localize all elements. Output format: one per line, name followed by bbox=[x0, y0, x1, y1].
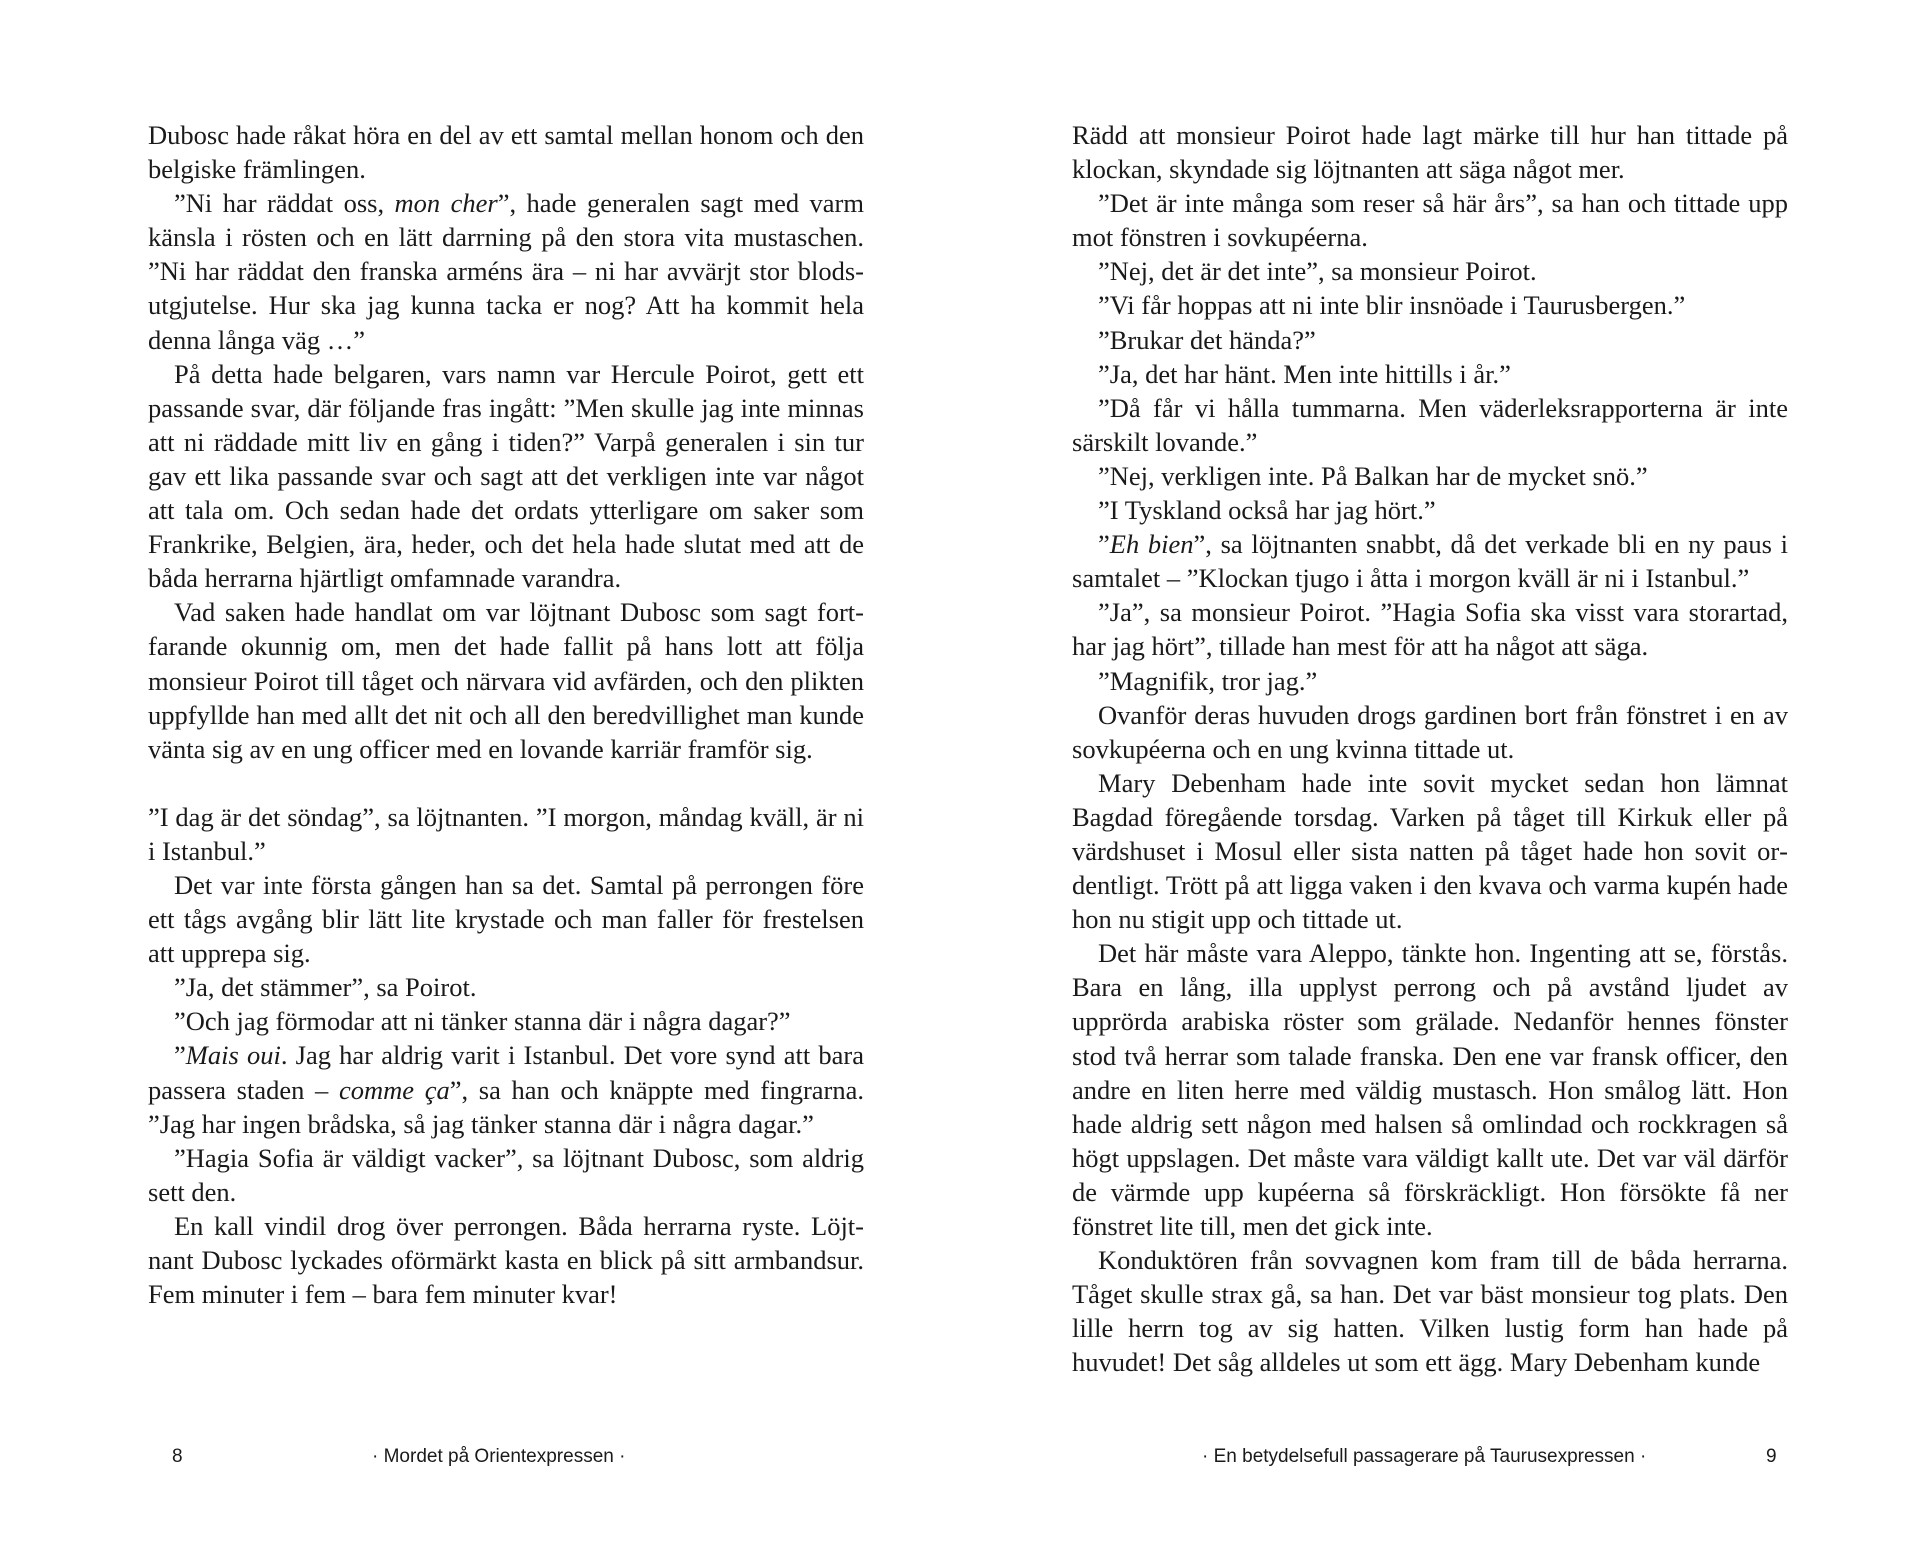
paragraph bbox=[1072, 936, 1788, 1243]
text-run: ”, hade generalen sagt med varm känsla i rösten och en lätt darrning på den stora vita mustaschen. ”Ni har räddat den franska arméns ära – ni har avvärjt stor blodsutgjutelse. Hur ska jag kunna tacka er nog? Att ha kommit hela denna långa väg …” bbox=[148, 188, 864, 355]
text-run: ”Nej, det är det inte”, sa monsieur Poirot. bbox=[1098, 256, 1537, 287]
paragraph bbox=[148, 1209, 864, 1311]
text-run: ”Vi får hoppas att ni inte blir insnöade i Taurusbergen.” bbox=[1098, 290, 1686, 321]
text-run: ”Då får vi hålla tummarna. Men väderleksrapporterna är inte särskilt lovande.” bbox=[1072, 392, 1788, 457]
paragraph bbox=[1072, 288, 1788, 322]
paragraph bbox=[1072, 254, 1788, 288]
text-run: Mary Debenham hade inte sovit mycket sedan hon lämnat Bagdad föregående torsdag. Varken på tåget till Kirkuk eller på värdshuset i Mosul eller sista natten på tåget hade hon sovit ordentligt. Trött på att ligga vaken i den kvava och varma kupén hade hon nu stigit upp och tittade ut. bbox=[1072, 767, 1788, 935]
paragraph bbox=[148, 800, 864, 868]
text-run: ”Ni har räddat oss, bbox=[174, 188, 395, 219]
text-run: ”Magnifik, tror jag.” bbox=[1098, 665, 1318, 696]
paragraph bbox=[148, 970, 864, 1004]
text-run: ”, sa löjtnanten snabbt, då det verkade bli en ny paus i samtalet – ”Klockan tjugo i åtta i morgon kväll är ni i Istanbul.” bbox=[1072, 529, 1788, 594]
paragraph bbox=[1072, 186, 1788, 254]
italic-run: Eh bien bbox=[1109, 529, 1194, 560]
italic-run: comme ça bbox=[338, 1074, 450, 1105]
paragraph bbox=[1072, 698, 1788, 766]
italic-run: mon cher bbox=[394, 188, 498, 219]
italic-run: Mais oui bbox=[185, 1040, 281, 1071]
paragraph bbox=[1072, 1243, 1788, 1379]
running-head-left: · Mordet på Orientexpressen · bbox=[372, 1446, 626, 1467]
paragraph bbox=[1072, 459, 1788, 493]
paragraph bbox=[1072, 357, 1788, 391]
text-run: Vad saken hade handlat om var löjtnant Dubosc som sagt fortfarande okunnig om, men det hade fallit på hans lott att följa monsieur Poirot till tåget och närvara vid avfärden, och den plikten uppfyllde han med allt det nit och all den beredvillighet man kunde vänta sig av en ung officer med en lovande karriär framför sig. bbox=[148, 597, 864, 764]
paragraph bbox=[1072, 595, 1788, 663]
running-head-right: · En betydelsefull passagerare på Taurusexpressen · bbox=[1202, 1446, 1647, 1467]
text-run: ”Hagia Sofia är väldigt vacker”, sa löjtnant Dubosc, som aldrig sett den. bbox=[148, 1142, 864, 1207]
paragraph bbox=[148, 1038, 864, 1140]
text-run: ”I Tyskland också har jag hört.” bbox=[1098, 495, 1436, 526]
text-run: ”Och jag förmodar att ni tänker stanna där i några dagar?” bbox=[174, 1006, 791, 1037]
paragraph bbox=[148, 186, 864, 356]
right-page-text bbox=[1072, 118, 1788, 1379]
paragraph bbox=[1072, 527, 1788, 595]
text-run: Ovanför deras huvuden drogs gardinen bort från fönstret i en av sovkupéerna och en ung kvinna tittade ut. bbox=[1072, 699, 1788, 764]
paragraph bbox=[148, 1004, 864, 1038]
page-number-right: 9 bbox=[1766, 1446, 1777, 1467]
text-run: Rädd att monsieur Poirot hade lagt märke till hur han tittade på klockan, skyndade sig löjtnanten att säga något mer. bbox=[1072, 120, 1788, 185]
text-run: Det var inte första gången han sa det. Samtal på perrongen före ett tågs avgång blir lätt lite krystade och man faller för frestelsen att upprepa sig. bbox=[148, 869, 864, 969]
text-run: En kall vindil drog över perrongen. Båda herrarna ryste. Löjtnant Dubosc lyckades oförmärkt kasta en blick på sitt armbandsur. Fem minuter i fem – bara fem minuter kvar! bbox=[148, 1210, 864, 1310]
paragraph bbox=[1072, 664, 1788, 698]
text-run: ”, sa han och knäppte med fingrarna. ”Jag har ingen brådska, så jag tänker stanna där i några dagar.” bbox=[148, 1074, 865, 1139]
text-run: ”Brukar det hända?” bbox=[1098, 324, 1316, 355]
paragraph bbox=[148, 868, 864, 970]
paragraph bbox=[1072, 391, 1788, 459]
paragraph bbox=[1072, 766, 1788, 936]
left-page-text bbox=[148, 118, 864, 1311]
text-run: Det här måste vara Aleppo, tänkte hon. Ingenting att se, förstås. Bara en lång, illa upplyst perrong och på avstånd ljudet av upprörda arabiska röster som grälade. Nedanför hennes fönster stod två herrar som talade franska. Den ene var fransk officer, den andre en liten herre med väldig mustasch. Hon smålog lätt. Hon hade aldrig sett någon med halsen så omlindad och rockkragen så högt uppslagen. Det måste vara väldigt kallt ute. Det var väl därför de värmde upp kupéerna så förskräckligt. Hon försökte få ner fönstret lite till, men det gick inte. bbox=[1072, 938, 1788, 1241]
paragraph bbox=[1072, 118, 1788, 186]
text-run: ”I dag är det söndag”, sa löjtnanten. ”I morgon, måndag kväll, är ni i Istanbul.” bbox=[148, 801, 864, 866]
text-run: På detta hade belgaren, vars namn var Hercule Poirot, gett ett passande svar, där följande fras ingått: ”Men skulle jag inte minnas att ni räddade mitt liv en gång i tiden?” Varpå generalen i sin tur gav ett lika passande svar och sagt att det verkligen inte var något att tala om. Och sedan hade det ordats ytterligare om saker som Frankrike, Belgien, ära, heder, och det hela hade slutat med att de båda herrarna hjärtligt omfamnade varandra. bbox=[148, 358, 864, 594]
text-run: ”Nej, verkligen inte. På Balkan har de mycket snö.” bbox=[1098, 460, 1648, 491]
text-run: ”Ja”, sa monsieur Poirot. ”Hagia Sofia ska visst vara storartad, har jag hört”, tillade han mest för att ha något att säga. bbox=[1072, 597, 1788, 662]
text-run: ” bbox=[1098, 529, 1110, 560]
paragraph bbox=[148, 357, 864, 596]
paragraph bbox=[1072, 323, 1788, 357]
text-run: ”Det är inte många som reser så här års”, sa han och tittade upp mot fönstren i sovkupéerna. bbox=[1072, 188, 1788, 253]
paragraph bbox=[148, 1141, 864, 1209]
text-run: . Jag har aldrig varit i Istanbul. Det vore synd att bara passera staden – bbox=[148, 1040, 864, 1105]
text-run: ”Ja, det har hänt. Men inte hittills i år.” bbox=[1098, 358, 1511, 389]
paragraph bbox=[148, 595, 864, 765]
text-run: ” bbox=[174, 1040, 186, 1071]
right-page bbox=[960, 0, 1920, 1551]
paragraph bbox=[148, 118, 864, 186]
page-number-left: 8 bbox=[172, 1446, 183, 1467]
text-run: Konduktören från sovvagnen kom fram till de båda herrarna. Tåget skulle strax gå, sa han. Det var bäst monsieur tog plats. Den lille herrn tog av sig hatten. Vilken lustig form han hade på huvudet! Det såg alldeles ut som ett ägg. Mary Debenham kunde bbox=[1072, 1245, 1788, 1378]
paragraph bbox=[1072, 493, 1788, 527]
text-run: Dubosc hade råkat höra en del av ett samtal mellan honom och den belgiske främlingen. bbox=[148, 120, 864, 185]
text-run: ”Ja, det stämmer”, sa Poirot. bbox=[174, 972, 477, 1003]
scene-break bbox=[148, 766, 864, 800]
